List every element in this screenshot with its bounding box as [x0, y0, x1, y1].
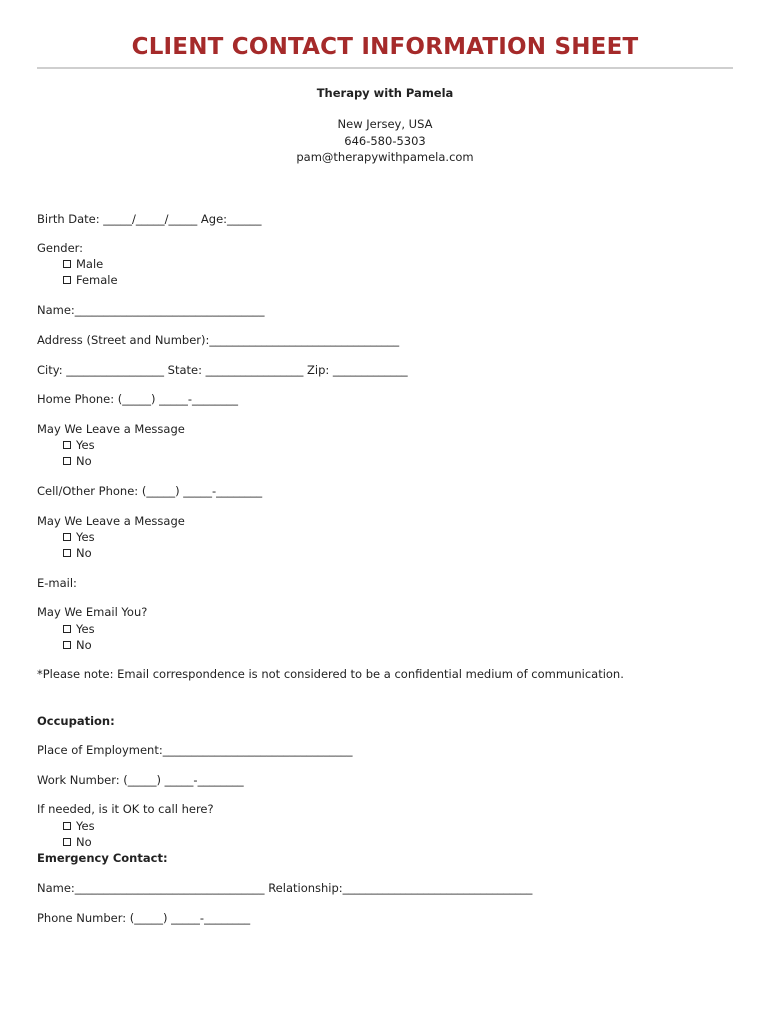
birth-date-field[interactable]: Birth Date: _____/_____/_____ Age:______	[37, 212, 262, 226]
home-message-yes-option[interactable]	[63, 438, 95, 452]
place-of-employment-field[interactable]: Place of Employment:_________________________________	[37, 743, 353, 757]
gender-male-option[interactable]	[63, 257, 103, 271]
practice-phone: 646-580-5303	[344, 134, 426, 148]
practice-name: Therapy with Pamela	[316, 86, 454, 100]
email-ok-label: May We Email You?	[37, 605, 148, 619]
option-label: Yes	[76, 530, 95, 544]
option-label: Yes	[76, 622, 95, 636]
page-title: CLIENT CONTACT INFORMATION SHEET	[131, 34, 639, 60]
home-message-label: May We Leave a Message	[37, 422, 185, 436]
call-here-yes-option[interactable]	[63, 819, 95, 833]
gender-label: Gender:	[37, 241, 84, 255]
email-field[interactable]: E-mail:	[37, 576, 77, 590]
checkbox-icon[interactable]	[63, 441, 71, 449]
emergency-contact-heading: Emergency Contact:	[37, 851, 168, 865]
occupation-heading: Occupation:	[37, 714, 115, 728]
city-state-zip-field[interactable]: City: _________________ State: _________________ Zip: _____________	[37, 363, 408, 377]
email-ok-no-option[interactable]	[63, 638, 92, 652]
email-ok-yes-option[interactable]	[63, 622, 95, 636]
address-field[interactable]: Address (Street and Number):_________________________________	[37, 333, 400, 347]
checkbox-icon[interactable]	[63, 260, 71, 268]
option-label: Female	[76, 273, 118, 287]
option-label: Yes	[76, 438, 95, 452]
cell-message-label: May We Leave a Message	[37, 514, 185, 528]
home-phone-field[interactable]: Home Phone: (_____) _____-________	[37, 392, 239, 406]
practice-location: New Jersey, USA	[337, 117, 433, 131]
email-confidentiality-note: *Please note: Email correspondence is not considered to be a confidential medium of communication.	[37, 667, 624, 681]
cell-phone-field[interactable]: Cell/Other Phone: (_____) _____-________	[37, 484, 263, 498]
option-label: No	[76, 638, 92, 652]
practice-email: pam@therapywithpamela.com	[296, 150, 474, 164]
option-label: No	[76, 546, 92, 560]
cell-message-no-option[interactable]	[63, 546, 92, 560]
call-here-no-option[interactable]	[63, 835, 92, 849]
home-message-no-option[interactable]	[63, 454, 92, 468]
checkbox-icon[interactable]	[63, 625, 71, 633]
option-label: No	[76, 835, 92, 849]
checkbox-icon[interactable]	[63, 533, 71, 541]
checkbox-icon[interactable]	[63, 838, 71, 846]
checkbox-icon[interactable]	[63, 641, 71, 649]
option-label: Male	[76, 257, 104, 271]
cell-message-yes-option[interactable]	[63, 530, 95, 544]
name-field[interactable]: Name:_________________________________	[37, 303, 265, 317]
call-here-label: If needed, is it OK to call here?	[37, 802, 214, 816]
option-label: Yes	[76, 819, 95, 833]
emergency-phone-field[interactable]: Phone Number: (_____) _____-________	[37, 911, 251, 925]
checkbox-icon[interactable]	[63, 549, 71, 557]
checkbox-icon[interactable]	[63, 276, 71, 284]
checkbox-icon[interactable]	[63, 457, 71, 465]
emergency-name-relationship-field[interactable]: Name:_________________________________ Relationship:_________________________________	[37, 881, 533, 895]
checkbox-icon[interactable]	[63, 822, 71, 830]
work-number-field[interactable]: Work Number: (_____) _____-________	[37, 773, 244, 787]
gender-female-option[interactable]	[63, 273, 118, 287]
option-label: No	[76, 454, 92, 468]
title-divider	[37, 67, 733, 69]
